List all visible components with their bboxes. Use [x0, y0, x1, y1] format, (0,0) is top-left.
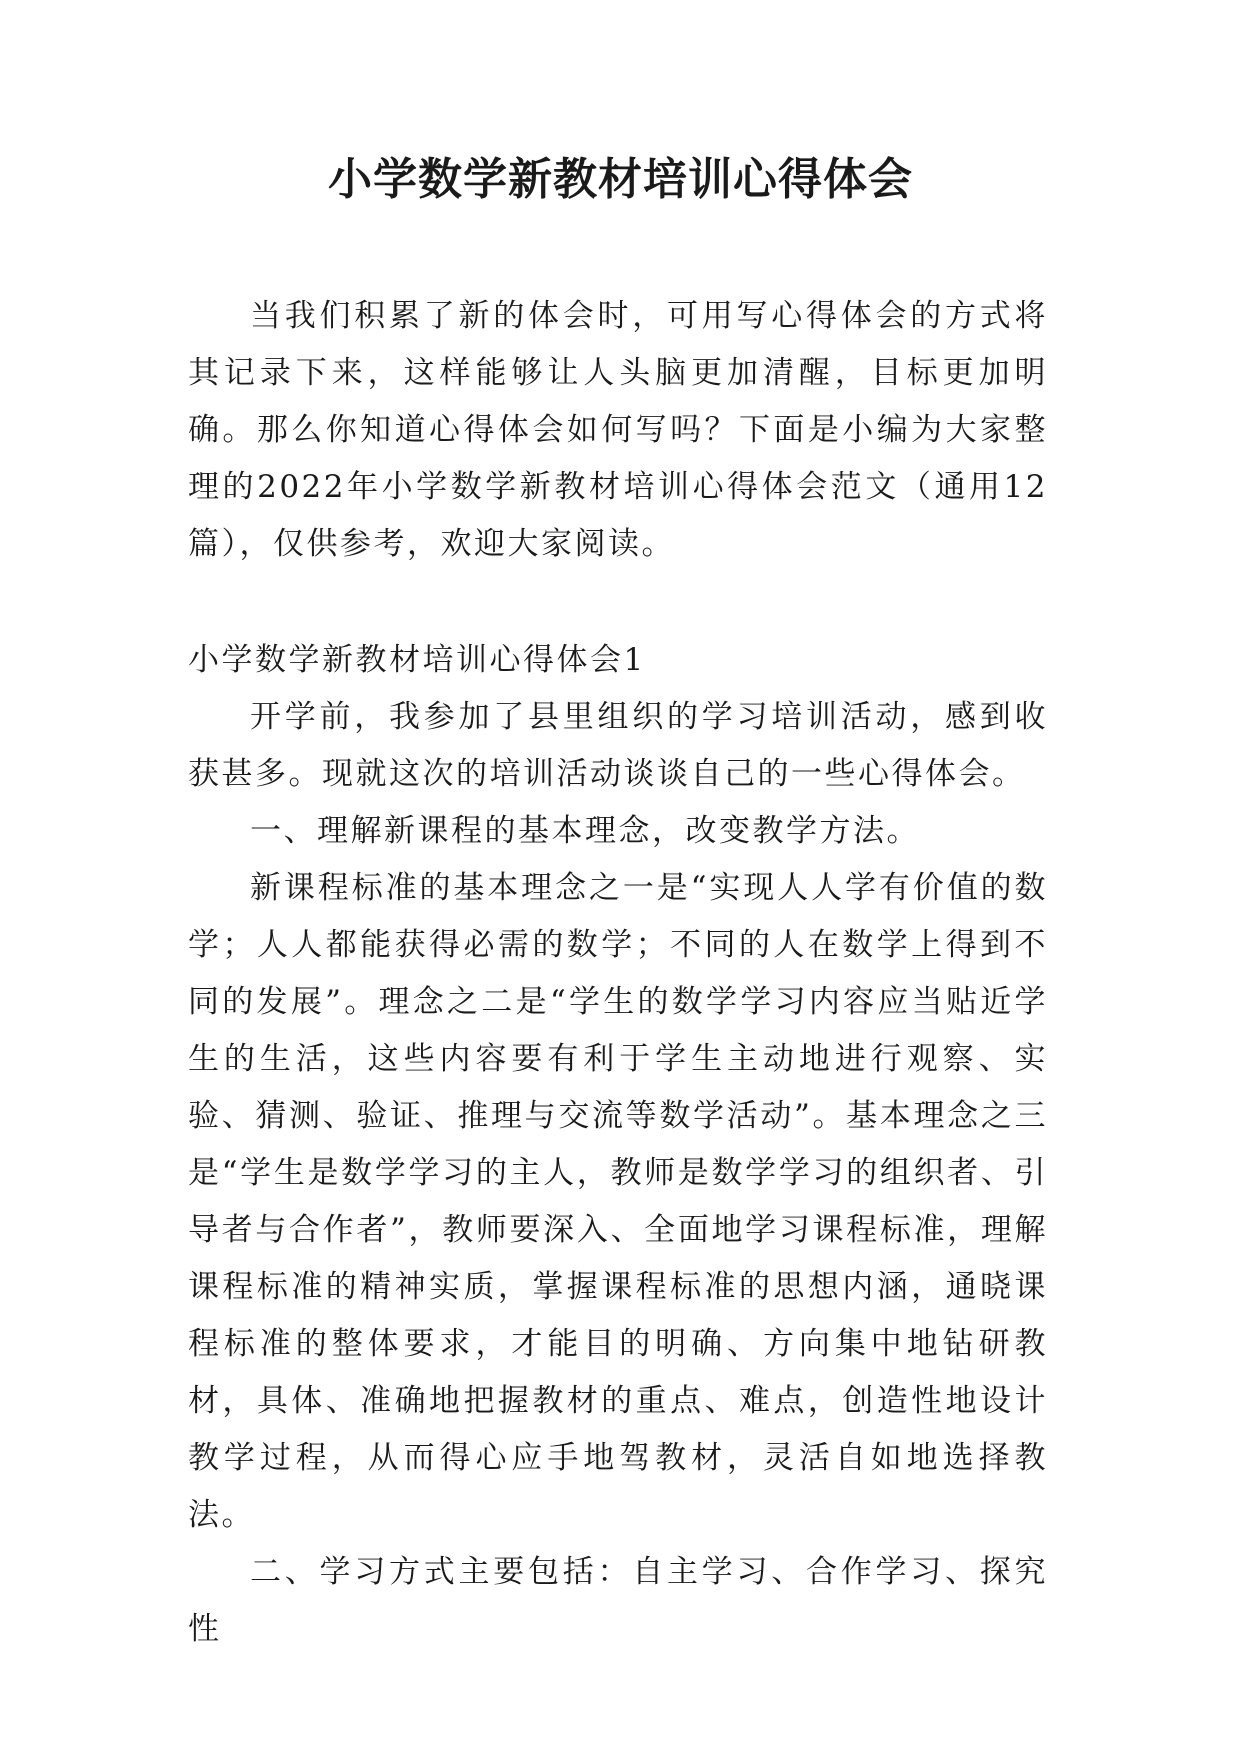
intro-block — [188, 288, 1048, 573]
section-1 — [188, 632, 1048, 1658]
body-paragraph: 开学前，我参加了县里组织的学习培训活动，感到收获甚多。现就这次的培训活动谈谈自己的一些心得体会。 — [188, 699, 1048, 792]
body-paragraph: 二、学习方式主要包括：自主学习、合作学习、探究性 — [188, 1554, 1048, 1647]
document-title: 小学数学新教材培训心得体会 — [328, 154, 913, 205]
section-heading: 小学数学新教材培训心得体会1 — [188, 642, 646, 678]
body-paragraph: 新课程标准的基本理念之一是“实现人人学有价值的数学；人人都能获得必需的数学；不同的人在数学上得到不同的发展”。理念之二是“学生的数学学习内容应当贴近学生的生活，这些内容要有利于学生主动地进行观察、实验、猜测、验证、推理与交流等数学活动”。基本理念之三是“学生是数学学习的主人，教师是数学学习的组织者、引导者与合作者”，教师要深入、全面地学习课程标准，理解课程标准的精神实质，掌握课程标准的思想内涵，通晓课程标准的整体要求，才能目的明确、方向集中地钻研教材，具体、准确地把握教材的重点、难点，创造性地设计教学过程，从而得心应手地驾教材，灵活自如地选择教法。 — [188, 870, 1048, 1533]
intro-paragraph: 当我们积累了新的体会时，可用写心得体会的方式将其记录下来，这样能够让人头脑更加清醒，目标更加明确。那么你知道心得体会如何写吗？下面是小编为大家整理的2022年小学数学新教材培训心得体会范文（通用12篇），仅供参考，欢迎大家阅读。 — [188, 298, 1048, 562]
subheading-paragraph: 一、理解新课程的基本理念，改变教学方法。 — [250, 813, 920, 849]
